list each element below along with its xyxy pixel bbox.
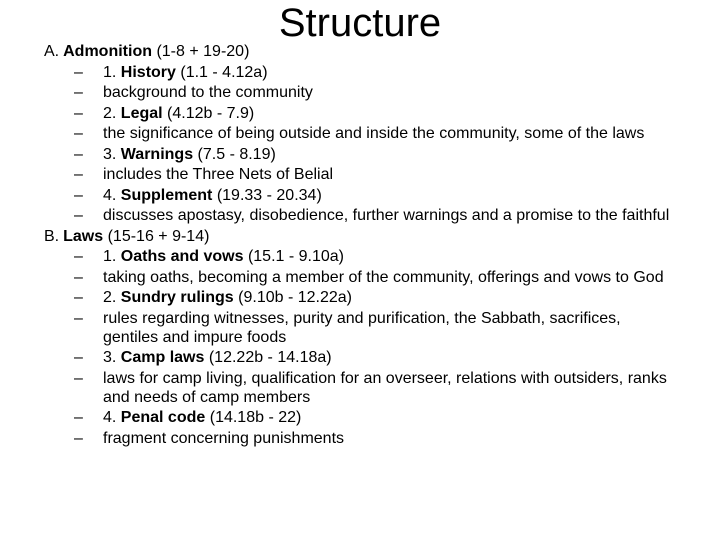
item-text: includes the Three Nets of Belial <box>103 166 334 183</box>
item-text: (9.10b - 12.22a) <box>238 289 353 306</box>
dash-bullet: – <box>74 429 83 447</box>
item-text: background to the community <box>103 84 313 101</box>
dash-bullet: – <box>74 166 83 183</box>
list-item <box>0 83 720 102</box>
item-text: laws for camp living, qualification for an overseer, relations with outsiders, ranks and needs of camp members <box>103 369 667 406</box>
dash-bullet: – <box>74 369 83 387</box>
item-text: (15.1 - 9.10a) <box>247 248 345 265</box>
item-title: History <box>120 63 176 81</box>
list-item <box>0 288 720 307</box>
item-title: Supplement <box>120 186 213 204</box>
item-text: (12.22b - 14.18a) <box>208 349 332 366</box>
item-title: Sundry rulings <box>120 289 234 306</box>
list-item <box>0 104 720 123</box>
item-title: Warnings <box>120 145 194 163</box>
dash-bullet: – <box>74 125 83 142</box>
item-text: taking oaths, becoming a member of the community, offerings and vows to God <box>103 268 664 286</box>
item-text: rules regarding witnesses, purity and purification, the Sabbath, sacrifices, gentiles and impure foods <box>103 309 621 346</box>
list-item <box>0 369 720 407</box>
list-item <box>0 348 720 367</box>
dash-bullet: – <box>74 289 83 306</box>
dash-bullet: – <box>74 186 83 204</box>
section-range: (15-16 + 9-14) <box>107 227 210 245</box>
dash-bullet: – <box>74 309 83 327</box>
dash-bullet: – <box>74 84 83 101</box>
item-number: 2. <box>103 104 117 122</box>
item-number: 4. <box>103 409 117 426</box>
item-number: 2. <box>103 289 117 306</box>
section-heading: Admonition <box>63 43 152 60</box>
item-text: (4.12b - 7.9) <box>167 104 255 122</box>
section-marker: B. <box>44 227 60 245</box>
dash-bullet: – <box>74 145 83 163</box>
item-text: (14.18b - 22) <box>209 409 302 426</box>
item-text: (19.33 - 20.34) <box>216 186 322 204</box>
dash-bullet: – <box>74 349 83 366</box>
dash-bullet: – <box>74 409 83 426</box>
item-number: 1. <box>103 248 117 265</box>
item-number: 3. <box>103 349 117 366</box>
dash-bullet: – <box>74 104 83 122</box>
section-heading: Laws <box>63 227 104 245</box>
section-marker: A. <box>44 43 60 60</box>
item-text: (1.1 - 4.12a) <box>180 63 268 81</box>
dash-bullet: – <box>74 63 83 81</box>
item-number: 4. <box>103 186 117 204</box>
section-a <box>0 42 720 61</box>
item-text: the significance of being outside and inside the community, some of the laws <box>103 125 645 142</box>
item-title: Camp laws <box>120 349 205 366</box>
section-b <box>0 227 720 246</box>
section-range: (1-8 + 19-20) <box>156 43 250 60</box>
item-text: fragment concerning punishments <box>103 429 345 447</box>
item-title: Penal code <box>120 409 206 426</box>
dash-bullet: – <box>74 207 83 224</box>
list-item <box>0 165 720 184</box>
outline <box>0 42 720 449</box>
list-item <box>0 429 720 448</box>
list-item <box>0 247 720 266</box>
list-item <box>0 145 720 164</box>
item-number: 3. <box>103 145 117 163</box>
dash-bullet: – <box>74 268 83 286</box>
item-text: (7.5 - 8.19) <box>197 145 276 163</box>
list-item <box>0 408 720 427</box>
page-title: Structure <box>278 1 442 45</box>
list-item <box>0 63 720 82</box>
item-text: discusses apostasy, disobedience, further warnings and a promise to the faithful <box>103 207 670 224</box>
dash-bullet: – <box>74 248 83 265</box>
list-item <box>0 206 720 225</box>
list-item <box>0 268 720 287</box>
item-title: Oaths and vows <box>120 248 244 265</box>
item-title: Legal <box>120 104 163 122</box>
list-item <box>0 309 720 347</box>
list-item <box>0 124 720 143</box>
list-item <box>0 186 720 205</box>
item-number: 1. <box>103 63 117 81</box>
